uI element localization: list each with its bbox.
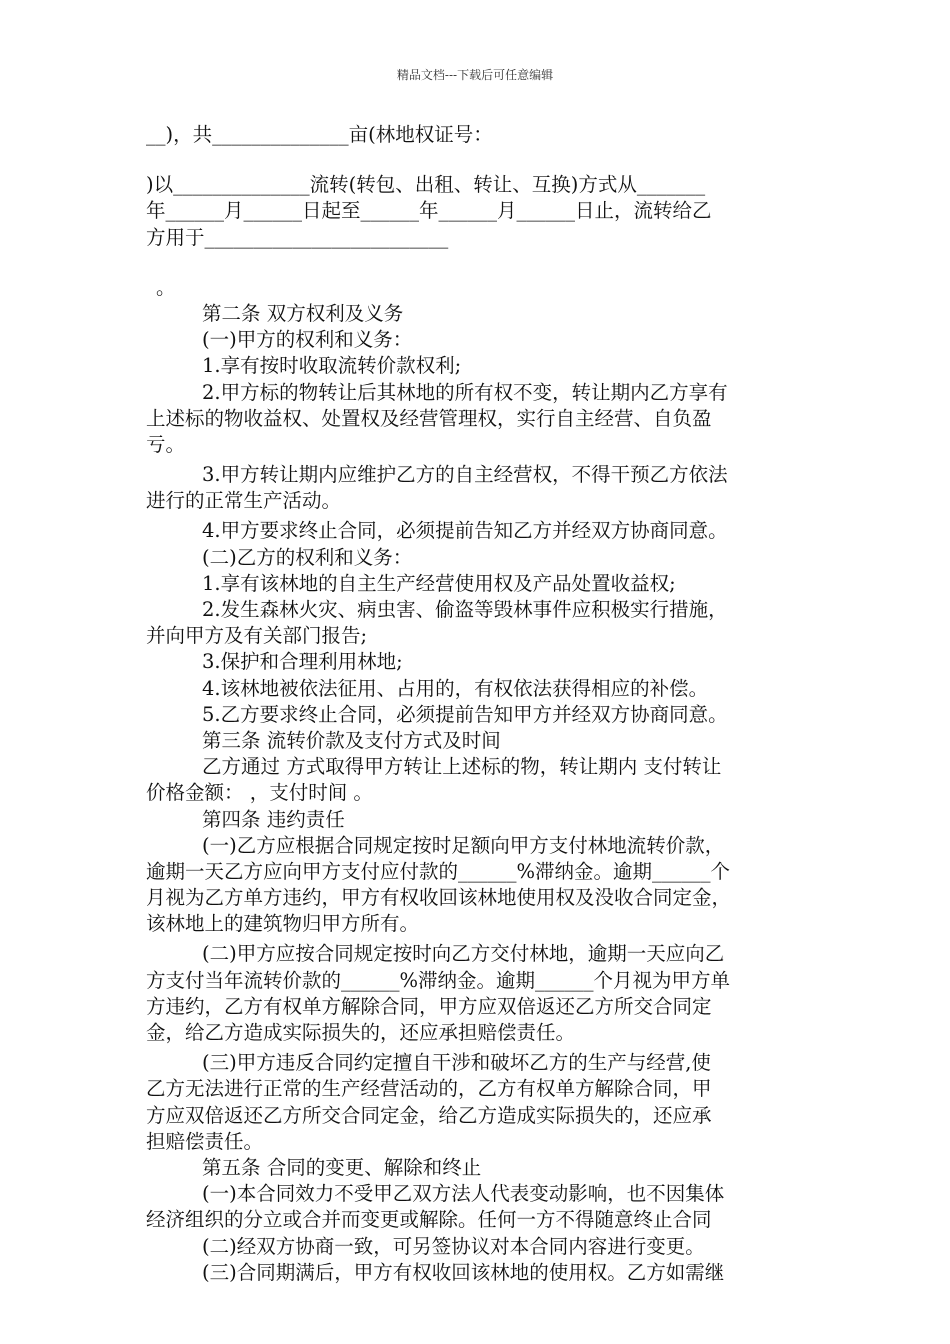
article-heading: 第三条 流转价款及支付方式及时间 <box>202 728 501 752</box>
text-line: 逾期一天乙方应向甲方支付应付款的______%滞纳金。逾期______个 <box>146 859 731 883</box>
list-item: (三)合同期满后，甲方有权收回该林地的使用权。乙方如需继 <box>202 1260 725 1284</box>
list-item: 1.享有该林地的自主生产经营使用权及产品处置收益权; <box>202 571 676 595</box>
list-item: (一)乙方应根据合同规定按时足额向甲方支付林地流转价款， <box>202 833 725 857</box>
text-line: 价格金额： ，支付时间 。 <box>146 781 373 805</box>
text-line: 进行的正常生产活动。 <box>146 489 342 513</box>
list-item: 4.甲方要求终止合同，必须提前告知乙方并经双方协商同意。 <box>202 519 728 543</box>
text-line: __)，共______________亩(林地权证号： <box>146 123 493 146</box>
list-item: (三)甲方违反合同约定擅自干涉和破坏乙方的生产与经营,使 <box>202 1051 711 1075</box>
list-item: 2.甲方标的物转让后其林地的所有权不变，转让期内乙方享有 <box>202 380 728 404</box>
text-line: 方违约，乙方有权单方解除合同，甲方应双倍返还乙方所交合同定 <box>146 994 712 1018</box>
section-heading: (一)甲方的权利和义务： <box>202 328 413 352</box>
list-item: 4.该林地被依法征用、占用的，有权依法获得相应的补偿。 <box>202 676 709 700</box>
list-item: (二)经双方协商一致，可另签协议对本合同内容进行变更。 <box>202 1234 705 1258</box>
list-item: 3.甲方转让期内应维护乙方的自主经营权，不得干预乙方依法 <box>202 463 728 487</box>
document-body <box>146 122 806 1286</box>
text-line: 亏。 <box>146 432 186 456</box>
text-line: 并向甲方及有关部门报告; <box>146 624 368 648</box>
text-line: 该林地上的建筑物归甲方所有。 <box>146 912 420 936</box>
text-line: 乙方通过 方式取得甲方转让上述标的物，转让期内 支付转让 <box>202 755 722 779</box>
section-heading: (二)乙方的权利和义务： <box>202 545 413 569</box>
text-line: )以______________流转(转包、出租、转让、互换)方式从_______ <box>146 173 706 197</box>
page-header: 精品文档---下载后可任意编辑 <box>396 68 554 82</box>
list-item: 2.发生森林火灾、病虫害、偷盗等毁林事件应积极实行措施， <box>202 598 728 621</box>
list-item: (二)甲方应按合同规定按时向乙方交付林地，逾期一天应向乙 <box>202 942 725 966</box>
text-line: 方用于_________________________ <box>146 225 449 249</box>
list-item: 3.保护和合理利用林地; <box>202 650 403 674</box>
text-line: 方支付当年流转价款的______%滞纳金。逾期______个月视为甲方单 <box>146 968 731 992</box>
text-line: 年______月______日起至______年______月______日止，流转给乙 <box>146 199 712 223</box>
list-item: 1.享有按时收取流转价款权利; <box>202 354 462 378</box>
list-item: (一)本合同效力不受甲乙双方法人代表变动影响，也不因集体 <box>202 1182 725 1206</box>
list-item: 5.乙方要求终止合同，必须提前告知甲方并经双方协商同意。 <box>202 702 728 726</box>
article-heading: 第四条 违约责任 <box>202 807 345 831</box>
text-line: 月视为乙方单方违约，甲方有权收回该林地使用权及没收合同定金， <box>146 886 732 910</box>
text-line: 上述标的物收益权、处置权及经营管理权，实行自主经营、自负盈 <box>146 406 712 430</box>
article-heading: 第五条 合同的变更、解除和终止 <box>202 1155 482 1179</box>
text-line: 担赔偿责任。 <box>146 1129 264 1153</box>
text-line: 金，给乙方造成实际损失的，还应承担赔偿责任。 <box>146 1021 576 1044</box>
text-line: 方应双倍返还乙方所交合同定金，给乙方造成实际损失的，还应承 <box>146 1103 712 1127</box>
text-line: 经济组织的分立或合并而变更或解除。任何一方不得随意终止合同 <box>146 1208 712 1232</box>
text-line: 乙方无法进行正常的生产经营活动的，乙方有权单方解除合同，甲 <box>146 1077 712 1101</box>
text-line: 。 <box>156 275 176 299</box>
article-heading: 第二条 双方权利及义务 <box>202 301 404 325</box>
